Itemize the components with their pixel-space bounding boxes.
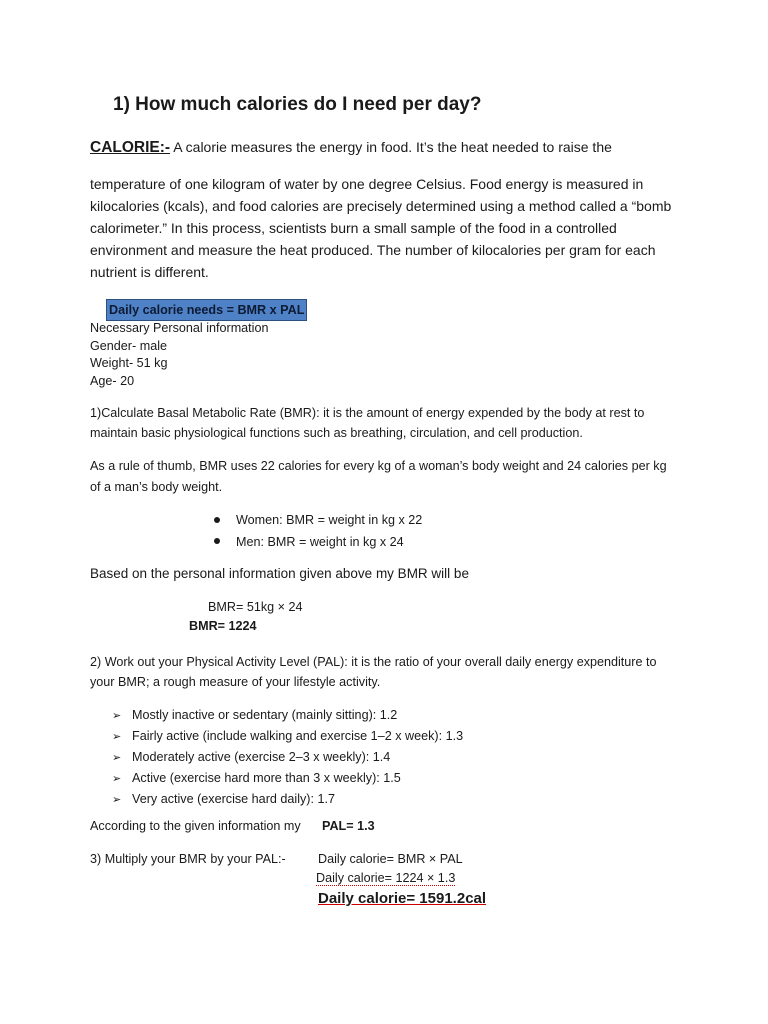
pal-value: PAL= 1.3 (322, 819, 375, 833)
arrow-bullet-icon: ➢ (112, 773, 122, 785)
page-heading: 1) How much calories do I need per day? (113, 94, 482, 115)
pal-level-text: Very active (exercise hard daily): 1.7 (132, 792, 335, 806)
calorie-para-line: nutrient is different. (90, 264, 209, 280)
final-result: Daily calorie= 1591.2cal (318, 890, 487, 907)
personal-info-line: Necessary Personal information (90, 321, 269, 335)
personal-info (90, 320, 269, 390)
list-item (112, 726, 463, 747)
personal-info-line: Age- 20 (90, 373, 135, 388)
arrow-bullet-icon: ➢ (112, 752, 122, 764)
pal-level-list (112, 705, 463, 810)
rule-line: of a man’s body weight. (90, 480, 223, 494)
based-on-text: Based on the personal information given above my BMR will be (90, 566, 469, 581)
bullet-text: Men: BMR = weight in kg x 24 (236, 534, 404, 549)
list-item (112, 747, 463, 768)
arrow-bullet-icon: ➢ (112, 731, 122, 743)
bmr-calculation: BMR= 51kg × 24 (208, 600, 303, 614)
according-text: According to the given information my (90, 819, 301, 833)
bmr-result: BMR= 1224 (189, 619, 257, 633)
calorie-para-line: calorimeter.” In this process, scientists burn a small sample of the food in a controlled (90, 220, 617, 236)
bullet-text: Women: BMR = weight in kg x 22 (236, 513, 423, 527)
formula-box: Daily calorie needs = BMR x PAL (106, 299, 307, 321)
list-item (112, 705, 463, 726)
step1-line: 1)Calculate Basal Metabolic Rate (BMR): it is the amount of energy expended by the body at rest to (90, 406, 645, 420)
calc-line2: Daily calorie= 1224 × 1.3 (316, 871, 456, 885)
list-item (112, 768, 463, 789)
personal-info-line: Gender- male (90, 338, 167, 353)
list-item (112, 789, 463, 810)
calorie-label: CALORIE:- (90, 139, 171, 156)
calorie-intro (90, 136, 612, 159)
calorie-line1: A calorie measures the energy in food. It’s the heat needed to raise the (173, 139, 612, 155)
arrow-bullet-icon: ➢ (112, 710, 122, 722)
list-item (214, 510, 422, 532)
calorie-para-line: kilocalories (kcals), and food calories are precisely determined using a method called a “bomb (90, 198, 672, 214)
calorie-para-line: temperature of one kilogram of water by one degree Celsius. Food energy is measured in (90, 176, 644, 192)
step2-line: your BMR; a rough measure of your lifestyle activity. (90, 675, 381, 689)
bullet-icon (214, 538, 220, 544)
step2-text (90, 652, 657, 692)
calorie-para-line: environment and measure the heat produced. The number of kilocalories per gram for each (90, 242, 656, 258)
rule-line: As a rule of thumb, BMR uses 22 calories for every kg of a woman’s body weight and 24 calories per kg (90, 459, 667, 473)
calc-line1: Daily calorie= BMR × PAL (318, 852, 463, 866)
calorie-paragraph (90, 173, 671, 283)
arrow-bullet-icon: ➢ (112, 794, 122, 806)
step3-text: 3) Multiply your BMR by your PAL:- (90, 852, 286, 866)
pal-level-text: Active (exercise hard more than 3 x weekly): 1.5 (132, 771, 401, 785)
bmr-bullet-list (214, 510, 422, 553)
step2-line: 2) Work out your Physical Activity Level (PAL): it is the ratio of your overall daily energy expenditure to (90, 655, 657, 669)
step1-line: maintain basic physiological functions such as breathing, circulation, and cell production. (90, 426, 583, 440)
list-item (214, 532, 422, 554)
pal-level-text: Moderately active (exercise 2–3 x weekly): 1.4 (132, 750, 391, 764)
rule-text (90, 456, 667, 498)
pal-level-text: Fairly active (include walking and exercise 1–2 x week): 1.3 (132, 729, 464, 743)
pal-level-text: Mostly inactive or sedentary (mainly sitting): 1.2 (132, 708, 398, 722)
personal-info-line: Weight- 51 kg (90, 356, 168, 370)
step1-text (90, 403, 644, 443)
bullet-icon (214, 517, 220, 523)
